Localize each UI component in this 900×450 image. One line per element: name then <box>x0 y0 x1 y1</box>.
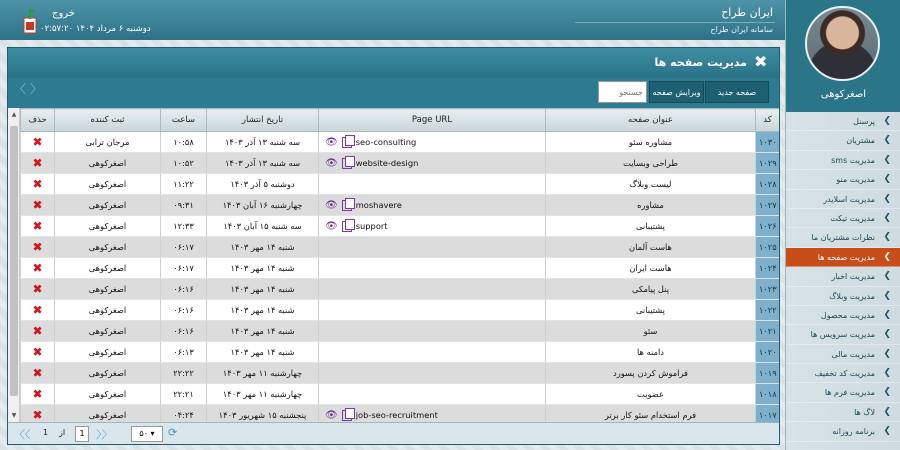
cell-time: ۰۹:۳۱ <box>161 195 207 216</box>
cell-delete <box>21 342 55 363</box>
chevron-icon: ❯ <box>883 174 891 185</box>
cell-delete <box>21 384 55 405</box>
delete-icon[interactable]: ✖ <box>32 198 43 212</box>
table-row[interactable] <box>21 363 780 384</box>
table-row[interactable] <box>21 384 780 405</box>
table-row[interactable] <box>21 237 780 258</box>
url-group <box>325 410 438 421</box>
cell-url <box>319 174 546 195</box>
cell-title: سئو <box>546 321 756 342</box>
sidebar-item[interactable] <box>786 112 900 131</box>
cell-code: ۱۰۲۷ <box>756 195 780 216</box>
cell-author: اصغرکوهی <box>55 237 161 258</box>
sidebar-item[interactable] <box>786 364 900 383</box>
chevron-icon: ❯ <box>883 426 891 437</box>
sidebar-item[interactable] <box>786 209 900 228</box>
table-header-row <box>21 109 780 132</box>
view-icon[interactable]: 👁 <box>325 199 338 211</box>
cell-title: مشاوره سئو <box>546 132 756 153</box>
cell-code: ۱۰۳۰ <box>756 132 780 153</box>
logout-icon[interactable] <box>23 8 37 34</box>
sidebar-item[interactable] <box>786 267 900 286</box>
current-date: دوشنبه ۶ مرداد ۱۴۰۴ ۰۲:۵۷:۲۰ <box>40 24 151 34</box>
chevron-icon: ❯ <box>883 154 891 165</box>
cell-time: ۱۱:۲۲ <box>161 174 207 195</box>
col-header-author[interactable]: ثبت کننده <box>55 109 161 132</box>
view-icon[interactable]: 👁 <box>325 220 338 232</box>
logout-link[interactable]: خروج <box>52 8 75 19</box>
scroll-thumb[interactable] <box>10 126 18 396</box>
cell-url <box>319 321 546 342</box>
cell-delete <box>21 279 55 300</box>
delete-icon[interactable]: ✖ <box>32 219 43 233</box>
delete-icon[interactable]: ✖ <box>32 261 43 275</box>
cell-code: ۱۰۱۷ <box>756 405 780 423</box>
chevron-icon: ❯ <box>883 290 891 301</box>
cell-time: ۲۲:۲۲ <box>161 363 207 384</box>
cell-url <box>319 363 546 384</box>
nav-arrows[interactable]: 〈 〉 <box>14 82 42 96</box>
cell-author: اصغرکوهی <box>55 363 161 384</box>
cell-title: پشتیبانی <box>546 216 756 237</box>
cell-delete <box>21 174 55 195</box>
copy-icon[interactable] <box>342 221 352 232</box>
sidebar-item[interactable] <box>786 325 900 344</box>
delete-icon[interactable]: ✖ <box>32 135 43 149</box>
delete-icon[interactable]: ✖ <box>32 282 43 296</box>
cell-author: مرجان ترابی <box>55 132 161 153</box>
col-header-delete[interactable]: حذف <box>21 109 55 132</box>
cell-date: شنبه ۱۴ مهر ۱۴۰۳ <box>207 237 319 258</box>
chevron-icon: ❯ <box>883 251 891 262</box>
cell-title: طراحی وبسایت <box>546 153 756 174</box>
cell-author: اصغرکوهی <box>55 384 161 405</box>
col-header-date[interactable]: تاریخ انتشار <box>207 109 319 132</box>
cell-url <box>319 237 546 258</box>
view-icon[interactable]: 👁 <box>325 409 338 421</box>
cell-code: ۱۰۲۳ <box>756 279 780 300</box>
cell-date: شنبه ۱۴ مهر ۱۴۰۳ <box>207 279 319 300</box>
pages-table <box>20 108 779 422</box>
cell-delete <box>21 153 55 174</box>
sidebar-item-label: مدیریت تیکت <box>830 213 875 223</box>
cell-time: ۰۶:۱۶ <box>161 279 207 300</box>
cell-delete <box>21 363 55 384</box>
cell-author: اصغرکوهی <box>55 174 161 195</box>
sidebar-item[interactable] <box>786 248 900 267</box>
cell-url <box>319 153 546 174</box>
cell-delete <box>21 132 55 153</box>
cell-delete <box>21 258 55 279</box>
sidebar-item-label: مدیریت منو <box>836 175 875 185</box>
table-row[interactable] <box>21 321 780 342</box>
cell-date: شنبه ۱۴ مهر ۱۴۰۳ <box>207 300 319 321</box>
scrollbar[interactable] <box>8 108 20 422</box>
page-number-input[interactable]: 1 <box>75 426 89 442</box>
cell-url <box>319 258 546 279</box>
cell-delete <box>21 237 55 258</box>
table-row[interactable] <box>21 279 780 300</box>
delete-icon[interactable]: ✖ <box>32 345 43 359</box>
chevron-icon: ❯ <box>883 387 891 398</box>
table-row[interactable] <box>21 174 780 195</box>
cell-code: ۱۰۱۹ <box>756 363 780 384</box>
sidebar-item[interactable] <box>786 345 900 364</box>
cell-title: لیست وبلاگ <box>546 174 756 195</box>
edit-page-button[interactable]: ویرایش صفحه <box>649 81 704 103</box>
scroll-up-arrow[interactable]: ▲ <box>11 111 17 118</box>
cell-date: دوشنبه ۵ آذر ۱۴۰۳ <box>207 174 319 195</box>
page-of-label: از <box>59 428 66 437</box>
cell-url <box>319 279 546 300</box>
cell-author: اصغرکوهی <box>55 195 161 216</box>
toolbar <box>8 78 779 108</box>
sidebar-item-label: مدیریت اسلایدر <box>823 194 875 204</box>
cell-date: شنبه ۱۴ مهر ۱۴۰۳ <box>207 258 319 279</box>
cell-time: ۰۶:۱۶ <box>161 321 207 342</box>
close-icon[interactable]: ✖ <box>754 52 768 71</box>
table-row[interactable] <box>21 300 780 321</box>
cell-url <box>319 216 546 237</box>
table-row[interactable] <box>21 342 780 363</box>
table-row[interactable] <box>21 216 780 237</box>
cell-time: ۰۴:۲۴ <box>161 405 207 423</box>
table-row[interactable] <box>21 405 780 423</box>
avatar <box>805 6 880 81</box>
cell-code: ۱۰۱۸ <box>756 384 780 405</box>
sidebar-item-label: مدیریت اخبار <box>831 272 875 282</box>
url-group <box>325 200 402 211</box>
chevron-icon: ❯ <box>883 271 891 282</box>
page-url-link[interactable]: moshavere <box>355 200 402 210</box>
table-row[interactable] <box>21 153 780 174</box>
cell-title: مشاوره <box>546 195 756 216</box>
delete-icon[interactable]: ✖ <box>32 324 43 338</box>
cell-title: فراموش کردن پسورد <box>546 363 756 384</box>
cell-code: ۱۰۲۱ <box>756 321 780 342</box>
cell-code: ۱۰۲۲ <box>756 300 780 321</box>
total-pages: 1 <box>43 428 49 437</box>
chevron-icon: ❯ <box>883 309 891 320</box>
cell-date: شنبه ۱۴ مهر ۱۴۰۳ <box>207 321 319 342</box>
first-page-icon[interactable]: 〈〈 <box>14 428 31 441</box>
cell-code: ۱۰۲۰ <box>756 342 780 363</box>
cell-time: ۱۰:۵۸ <box>161 132 207 153</box>
col-header-code[interactable]: کد <box>756 109 780 132</box>
panel-header <box>8 48 779 78</box>
url-group <box>325 158 418 169</box>
copy-icon[interactable] <box>342 410 352 421</box>
sidebar-item-label: نظرات مشتریان ما <box>811 233 875 243</box>
copy-icon[interactable] <box>342 200 352 211</box>
cell-author: اصغرکوهی <box>55 321 161 342</box>
cell-time: ۱۰:۵۲ <box>161 153 207 174</box>
chevron-icon: ❯ <box>883 135 891 146</box>
title-divider <box>575 22 775 23</box>
cell-delete <box>21 321 55 342</box>
cell-title: پنل پیامکی <box>546 279 756 300</box>
next-page-icon[interactable]: 〉〉 <box>96 428 113 441</box>
cell-date: چهارشنبه ۱۱ مهر ۱۴۰۳ <box>207 384 319 405</box>
chevron-icon: ❯ <box>883 348 891 359</box>
copy-icon[interactable] <box>342 137 352 148</box>
page-url-link[interactable]: website-design <box>355 158 419 168</box>
cell-time: ۰۶:۱۶ <box>161 300 207 321</box>
page-size-select[interactable]: ۵۰ ▾ <box>131 426 163 442</box>
view-icon[interactable]: 👁 <box>325 136 338 148</box>
cell-url <box>319 300 546 321</box>
cell-date: چهارشنبه ۱۱ مهر ۱۴۰۳ <box>207 363 319 384</box>
cell-author: اصغرکوهی <box>55 342 161 363</box>
cell-author: اصغرکوهی <box>55 300 161 321</box>
cell-date: شنبه ۱۴ مهر ۱۴۰۳ <box>207 342 319 363</box>
chevron-icon: ❯ <box>883 368 891 379</box>
site-subtitle: سامانه ایران طراح <box>710 25 773 34</box>
sidebar-item[interactable] <box>786 306 900 325</box>
cell-author: اصغرکوهی <box>55 216 161 237</box>
delete-icon[interactable]: ✖ <box>32 156 43 170</box>
chevron-icon: ❯ <box>883 329 891 340</box>
sidebar-item-label: مدیریت فرم ها <box>824 388 875 398</box>
chevron-icon: ❯ <box>883 232 891 243</box>
search-input[interactable] <box>598 81 647 103</box>
cell-title: عضویت <box>546 384 756 405</box>
cell-date: چهارشنبه ۱۶ آبان ۱۴۰۳ <box>207 195 319 216</box>
cell-title: فرم استخدام سئو کار برتر <box>546 405 756 423</box>
url-group <box>325 137 416 148</box>
col-header-url[interactable]: Page URL <box>319 109 546 132</box>
cell-delete <box>21 216 55 237</box>
cell-date: سه شنبه ۱۳ آذر ۱۴۰۳ <box>207 132 319 153</box>
sidebar-menu <box>786 112 900 442</box>
cell-date: سه شنبه ۱۵ آبان ۱۴۰۳ <box>207 216 319 237</box>
cell-author: اصغرکوهی <box>55 258 161 279</box>
sidebar-item-label: مدیریت کد تخفیف <box>814 369 875 379</box>
cell-title: هاست آلمان <box>546 237 756 258</box>
pager <box>8 422 779 444</box>
refresh-icon[interactable]: ⟳ <box>168 426 178 439</box>
cell-title: هاست ایران <box>546 258 756 279</box>
page-url-link[interactable]: support <box>355 221 388 231</box>
sidebar-item-label: مدیریت مالی <box>831 349 875 359</box>
cell-url <box>319 405 546 423</box>
chevron-icon: ❯ <box>883 193 891 204</box>
delete-icon[interactable]: ✖ <box>32 408 43 422</box>
page-size-value: ۵۰ <box>139 429 149 438</box>
cell-author: اصغرکوهی <box>55 279 161 300</box>
chevron-icon: ❯ <box>883 406 891 417</box>
sidebar-item[interactable] <box>786 287 900 306</box>
cell-url <box>319 384 546 405</box>
sidebar-item[interactable] <box>786 190 900 209</box>
site-title: ایران طراح <box>721 6 773 19</box>
cell-delete <box>21 300 55 321</box>
table-row[interactable] <box>21 132 780 153</box>
scroll-down-arrow[interactable]: ▼ <box>11 412 17 419</box>
new-page-button[interactable]: صفحه جدید <box>705 81 769 103</box>
sidebar-item-label: مدیریت صفحه ها <box>817 252 875 262</box>
sidebar-item[interactable] <box>786 403 900 422</box>
cell-author: اصغرکوهی <box>55 153 161 174</box>
sidebar-item[interactable] <box>786 170 900 189</box>
cell-code: ۱۰۲۶ <box>756 216 780 237</box>
cell-delete <box>21 405 55 423</box>
profile-panel <box>786 0 900 112</box>
chevron-icon: ❯ <box>883 212 891 223</box>
sidebar-item[interactable] <box>786 151 900 170</box>
sidebar-item-label: مشتریان <box>846 136 875 146</box>
sidebar-item-label: مدیریت سرویس ها <box>810 330 875 340</box>
col-header-title[interactable]: عنوان صفحه <box>546 109 756 132</box>
cell-url <box>319 195 546 216</box>
chevron-icon: ❯ <box>883 116 891 126</box>
cell-time: ۱۲:۳۳ <box>161 216 207 237</box>
pages-panel <box>7 47 780 445</box>
delete-icon[interactable]: ✖ <box>32 387 43 401</box>
sidebar-item[interactable] <box>786 131 900 150</box>
sidebar-item[interactable] <box>786 228 900 247</box>
sidebar-item-label: مدیریت محصول <box>820 310 875 320</box>
top-bar <box>0 0 785 40</box>
table-row[interactable] <box>21 195 780 216</box>
cell-code: ۱۰۲۴ <box>756 258 780 279</box>
panel-title: مدیریت صفحه ها <box>654 56 747 69</box>
cell-author: اصغرکوهی <box>55 405 161 423</box>
cell-code: ۱۰۲۹ <box>756 153 780 174</box>
cell-url <box>319 342 546 363</box>
sidebar-item-label: برنامه روزانه <box>832 427 875 437</box>
delete-icon[interactable]: ✖ <box>32 240 43 254</box>
username: اصغرکوهی <box>820 89 867 100</box>
page-url-link[interactable]: job-seo-recruitment <box>355 410 438 420</box>
cell-code: ۱۰۲۸ <box>756 174 780 195</box>
sidebar-item[interactable] <box>786 383 900 402</box>
cell-title: دامنه ها <box>546 342 756 363</box>
page-url-link[interactable]: seo-consulting <box>355 137 417 147</box>
sidebar-item-label: مدیریت وبلاگ <box>829 291 875 301</box>
cell-time: ۰۶:۱۳ <box>161 342 207 363</box>
delete-icon[interactable]: ✖ <box>32 177 43 191</box>
cell-title: پشتیبانی <box>546 300 756 321</box>
sidebar-item-label: پرسنل <box>853 117 875 126</box>
col-header-time[interactable]: ساعت <box>161 109 207 132</box>
cell-url <box>319 132 546 153</box>
cell-date: پنجشنبه ۱۵ شهریور ۱۴۰۳ <box>207 405 319 423</box>
cell-code: ۱۰۲۵ <box>756 237 780 258</box>
view-icon[interactable]: 👁 <box>325 157 338 169</box>
cell-date: سه شنبه ۱۳ آذر ۱۴۰۳ <box>207 153 319 174</box>
copy-icon[interactable] <box>342 158 352 169</box>
pages-grid <box>8 108 779 422</box>
cell-time: ۰۶:۱۷ <box>161 258 207 279</box>
delete-icon[interactable]: ✖ <box>32 303 43 317</box>
delete-icon[interactable]: ✖ <box>32 366 43 380</box>
sidebar-item[interactable] <box>786 422 900 441</box>
sidebar-item-label: لاگ ها <box>854 407 875 417</box>
cell-time: ۰۶:۱۷ <box>161 237 207 258</box>
cell-time: ۲۲:۲۱ <box>161 384 207 405</box>
cell-delete <box>21 195 55 216</box>
url-group <box>325 221 388 232</box>
sidebar <box>785 0 900 450</box>
table-row[interactable] <box>21 258 780 279</box>
sidebar-item-label: مدیریت sms <box>831 155 875 165</box>
